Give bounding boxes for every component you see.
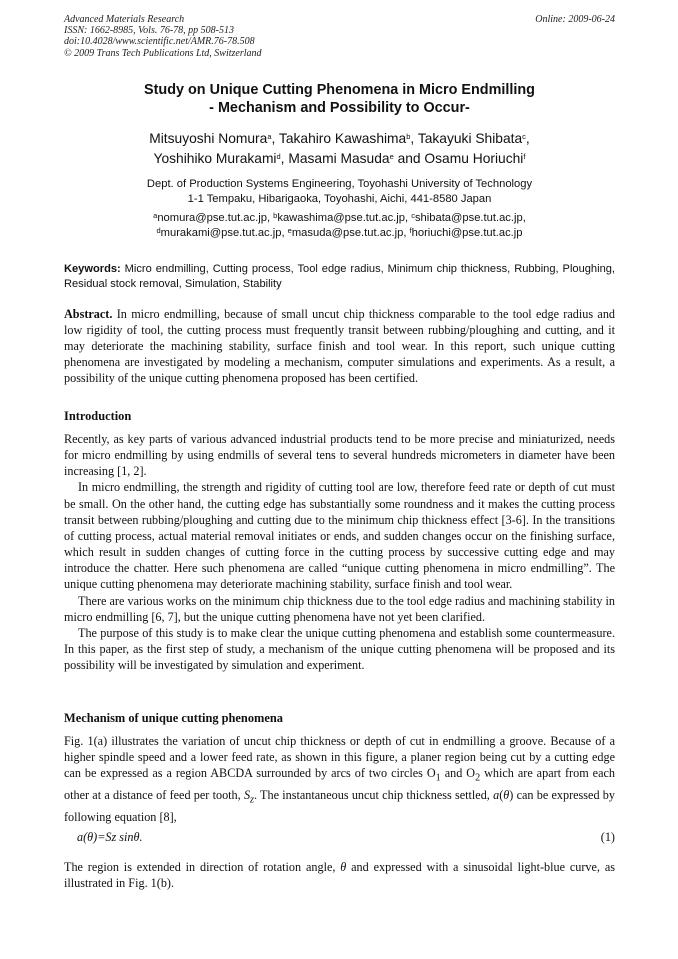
author-separator: , [410, 131, 418, 146]
equation-formula: a(θ)=Sz sinθ. [77, 830, 143, 844]
running-header [64, 14, 615, 59]
email-sup: c [411, 211, 415, 220]
text-run: Fig. 1(a) illustrates the variation of uncut chip thickness or depth of cut in endmilling a groove. Because of a higher spindle speed and a lower feed rate, as shown in this figure, a planer region being cut by a cutting edge can be expressed as a region ABCDA surrounded by arcs of two circles O [64, 734, 615, 781]
paragraph [64, 859, 615, 891]
keywords-text: Micro endmilling, Cutting process, Tool edge radius, Minimum chip thickness, Rubbing, Ploughing, Residual stock removal, Simulation, Stability [64, 263, 615, 290]
email-link[interactable]: masuda@pse.tut.ac.jp [291, 226, 404, 239]
section-heading-introduction: Introduction [64, 409, 132, 423]
author-line-1 [64, 129, 615, 149]
section-heading-mechanism: Mechanism of unique cutting phenomena [64, 711, 283, 725]
keywords [64, 262, 615, 292]
author-sup: e [389, 151, 394, 161]
author-name: Osamu Horiuchi [424, 150, 524, 166]
journal-name: Advanced Materials Research [64, 14, 185, 25]
affiliation-line-1: Dept. of Production Systems Engineering, Toyohashi University of Technology [146, 178, 533, 190]
subscript: z [250, 794, 254, 806]
paper-title [64, 81, 615, 117]
email-line-1: $^a$nomura@pse.tut.ac.jp, $^b$kawashima@pse.tut.ac.jp, $^c$shibata@pse.tut.ac.jp, [153, 211, 526, 224]
author-sup: b [406, 132, 411, 141]
author-line-2 [64, 149, 615, 169]
variable: θ [340, 860, 347, 874]
affiliation-line-2: 1-1 Tempaku, Hibarigaoka, Toyohashi, Aichi, 441-8580 Japan [187, 193, 492, 205]
author-separator: , [271, 131, 279, 146]
text-run: The region is extended in direction of rotation angle, [64, 860, 341, 874]
author-separator: , [525, 131, 530, 146]
email-link[interactable]: horiuchi@pse.tut.ac.jp [411, 226, 523, 239]
email-link[interactable]: shibata@pse.tut.ac.jp [414, 212, 523, 224]
title-line-2: - Mechanism and Possibility to Occur- [209, 100, 470, 116]
email-link[interactable]: kawashima@pse.tut.ac.jp [277, 212, 405, 224]
author-sup: f [523, 151, 526, 161]
author-sup: a [267, 132, 272, 141]
keywords-label: Keywords: [64, 263, 121, 275]
email-sup: e [287, 225, 292, 235]
text-run: can be expressed by following equation [8], [64, 787, 615, 824]
mechanism-body-continued [64, 859, 615, 891]
subscript: 1 [435, 772, 441, 784]
text-run: which are apart from each other at a distance of feed per tooth, [64, 766, 615, 802]
paragraph: The purpose of this study is to make clear the unique cutting phenomena and establish some countermeasure. In this paper, as the first step of study, a mechanism of the unique cutting phenomena will be proposed and its possibility will be investigated by simulation and experiment. [64, 625, 615, 673]
author-sup: d [276, 151, 281, 161]
email-list [64, 211, 615, 240]
email-line-2: $^d$murakami@pse.tut.ac.jp, $^e$masuda@pse.tut.ac.jp, $^f$horiuchi@pse.tut.ac.jp [156, 225, 523, 239]
affiliation [64, 177, 615, 207]
online-date: Online: 2009-06-24 [535, 14, 615, 25]
paragraph: There are various works on the minimum chip thickness due to the tool edge radius and machining stability in micro endmilling [6, 7], but the unique cutting phenomena have not yet been clarified. [64, 593, 615, 624]
email-link[interactable]: nomura@pse.tut.ac.jp [157, 212, 267, 224]
email-sup: b [273, 211, 278, 220]
author-list [64, 129, 615, 168]
variable: a [493, 787, 500, 802]
copyright: © 2009 Trans Tech Publications Ltd, Switzerland [64, 47, 262, 59]
author-name: Yoshihiko Murakami [153, 150, 277, 166]
issn: ISSN: 1662-8985, Vols. 76-78, pp 508-513 [64, 25, 234, 37]
introduction-body [64, 431, 615, 673]
equation-number: (1) [600, 830, 615, 844]
email-link[interactable]: murakami@pse.tut.ac.jp [160, 226, 282, 239]
author-name: Mitsuyoshi Nomura [149, 131, 268, 146]
email-sup: f [409, 225, 412, 235]
text-run: and expressed with a sinusoidal light-blue curve, as illustrated in Fig. 1(b). [64, 860, 615, 891]
author-sup: c [522, 132, 526, 141]
author-name: Masami Masuda [288, 150, 390, 166]
abstract-text: In micro endmilling, because of small uncut chip thickness comparable to the tool edge radius and low rigidity of tool, the cutting process must frequently transit between rubbing/ploughing and cutting, and it may deteriorate the machining stability, surface finish and tool wear. In this report, such unique cutting phenomena are investigated by modeling a mechanism, computer simulations and experiments. As a result, a possibility of the unique cutting phenomena proposed has been certified. [64, 307, 616, 386]
author-name: Takayuki Shibata [417, 131, 523, 146]
text-run: and O [440, 766, 476, 781]
author-name: Takahiro Kawashima [278, 131, 407, 146]
title-line-1: Study on Unique Cutting Phenomena in Micro Endmilling [144, 82, 535, 98]
doi: doi:10.4028/www.scientific.net/AMR.76-78.508 [64, 36, 255, 48]
email-sup: a [153, 211, 158, 220]
abstract-label: Abstract. [64, 307, 113, 321]
author-separator: and [393, 150, 425, 166]
paragraph: Recently, as key parts of various advanced industrial products tend to be more precise and miniaturized, needs for micro endmilling by using endmills of several tens to several hundreds micrometers in diameter have been increasing [1, 2]. [64, 432, 615, 479]
paragraph: Fig. 1(a) illustrates the variation of uncut chip thickness or depth of cut in endmilling a groove. Because of a higher spindle speed and a lower feed rate, as shown in this figure, a planer region being cut by a cutting edge can be expressed as a region ABCDA surrounded by arcs of two circles $O_1$ and $O_2$ which are apart from each other at a distance of feed per tooth, $S_z$. The instantaneous uncut chip thickness settled, a(θ) can be expressed by following equation [8], [64, 734, 615, 824]
author-separator: , [280, 150, 289, 166]
subscript: 2 [475, 772, 481, 784]
text-run: . The instantaneous uncut chip thickness settled, [253, 787, 494, 802]
variable: θ [503, 787, 510, 802]
mechanism-body [64, 733, 615, 825]
abstract [64, 306, 615, 386]
variable: S [243, 787, 251, 802]
paragraph: In micro endmilling, the strength and rigidity of cutting tool are low, therefore feed rate or depth of cut must be small. On the other hand, the cutting edge has substantially some roundness and it makes the cutting process transit between rubbing/ploughing and cutting due to the minimum chip thickness effect [3-6]. In the transitions of cutting process, actual material removal initiates or ends, and sudden changes occur on the finishing surface, which result in sudden changes of cutting force in the cutting process by successive cutting edge and may introduce the chatter. Here such phenomena are called “unique cutting phenomena in micro endmilling”. The unique cutting phenomena may deteriorate machining stability, surface finish and tool wear. [64, 480, 615, 592]
email-sup: d [156, 225, 161, 235]
